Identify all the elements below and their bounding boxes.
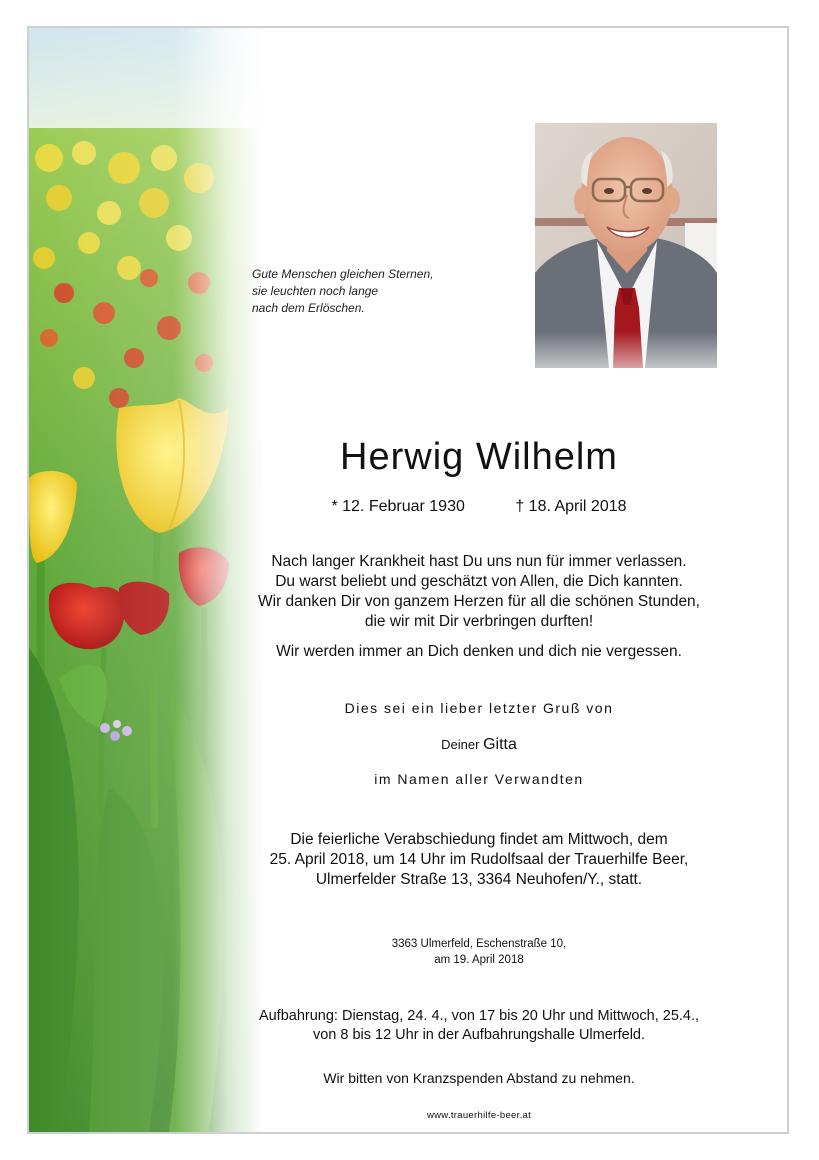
greeting-line: Dies sei ein lieber letzter Gruß von (344, 700, 614, 716)
quote-line: nach dem Erlöschen. (252, 301, 365, 315)
obituary-card (27, 26, 789, 1134)
address-block (244, 936, 714, 968)
message-line: Wir danken Dir von ganzem Herzen für all die schönen Stunden, (258, 593, 700, 610)
greeting-from-name: Gitta (483, 736, 517, 753)
wreath-note: Wir bitten von Kranzspenden Abstand zu nehmen. (323, 1070, 635, 1086)
deceased-name: Herwig Wilhelm (340, 436, 618, 478)
death-date: † 18. April 2018 (515, 498, 627, 515)
ceremony-line: 25. April 2018, um 14 Uhr im Rudolfsaal der Trauerhilfe Beer, (269, 851, 689, 868)
spacer (244, 632, 714, 642)
address-line: 3363 Ulmerfeld, Eschenstraße 10, (391, 938, 567, 950)
message-line: Du warst beliebt und geschätzt von Allen, die Dich kannten. (275, 573, 683, 590)
website-link[interactable]: www.trauerhilfe-beer.at (426, 1110, 532, 1121)
message-line: die wir mit Dir verbringen durften! (364, 613, 594, 630)
greeting-relatives: im Namen aller Verwandten (374, 771, 584, 787)
wake-line: von 8 bis 12 Uhr in der Aufbahrungshalle Ulmerfeld. (312, 1027, 646, 1043)
greeting-from (244, 736, 714, 754)
portrait-photo (535, 123, 717, 368)
ceremony-info (244, 830, 714, 890)
address-date: am 19. April 2018 (434, 954, 524, 966)
message-line: Nach langer Krankheit hast Du uns nun für immer verlassen. (271, 553, 687, 570)
quote (252, 266, 492, 317)
wake-line: Aufbahrung: Dienstag, 24. 4., von 17 bis 20 Uhr und Mittwoch, 25.4., (258, 1008, 700, 1024)
ceremony-line: Ulmerfelder Straße 13, 3364 Neuhofen/Y., statt. (315, 871, 643, 888)
birth-date: * 12. Februar 1930 (331, 498, 465, 515)
ceremony-line: Die feierliche Verabschiedung findet am Mittwoch, dem (290, 831, 668, 848)
farewell-message (244, 552, 714, 662)
tulip-field-image (29, 28, 264, 1132)
greeting-from-prefix: Deiner (441, 737, 480, 752)
message-closing: Wir werden immer an Dich denken und dich nie vergessen. (276, 643, 682, 660)
life-dates (244, 498, 714, 516)
wake-info (244, 1007, 714, 1045)
quote-line: Gute Menschen gleichen Sternen, (252, 267, 434, 281)
quote-line: sie leuchten noch lange (252, 284, 379, 298)
